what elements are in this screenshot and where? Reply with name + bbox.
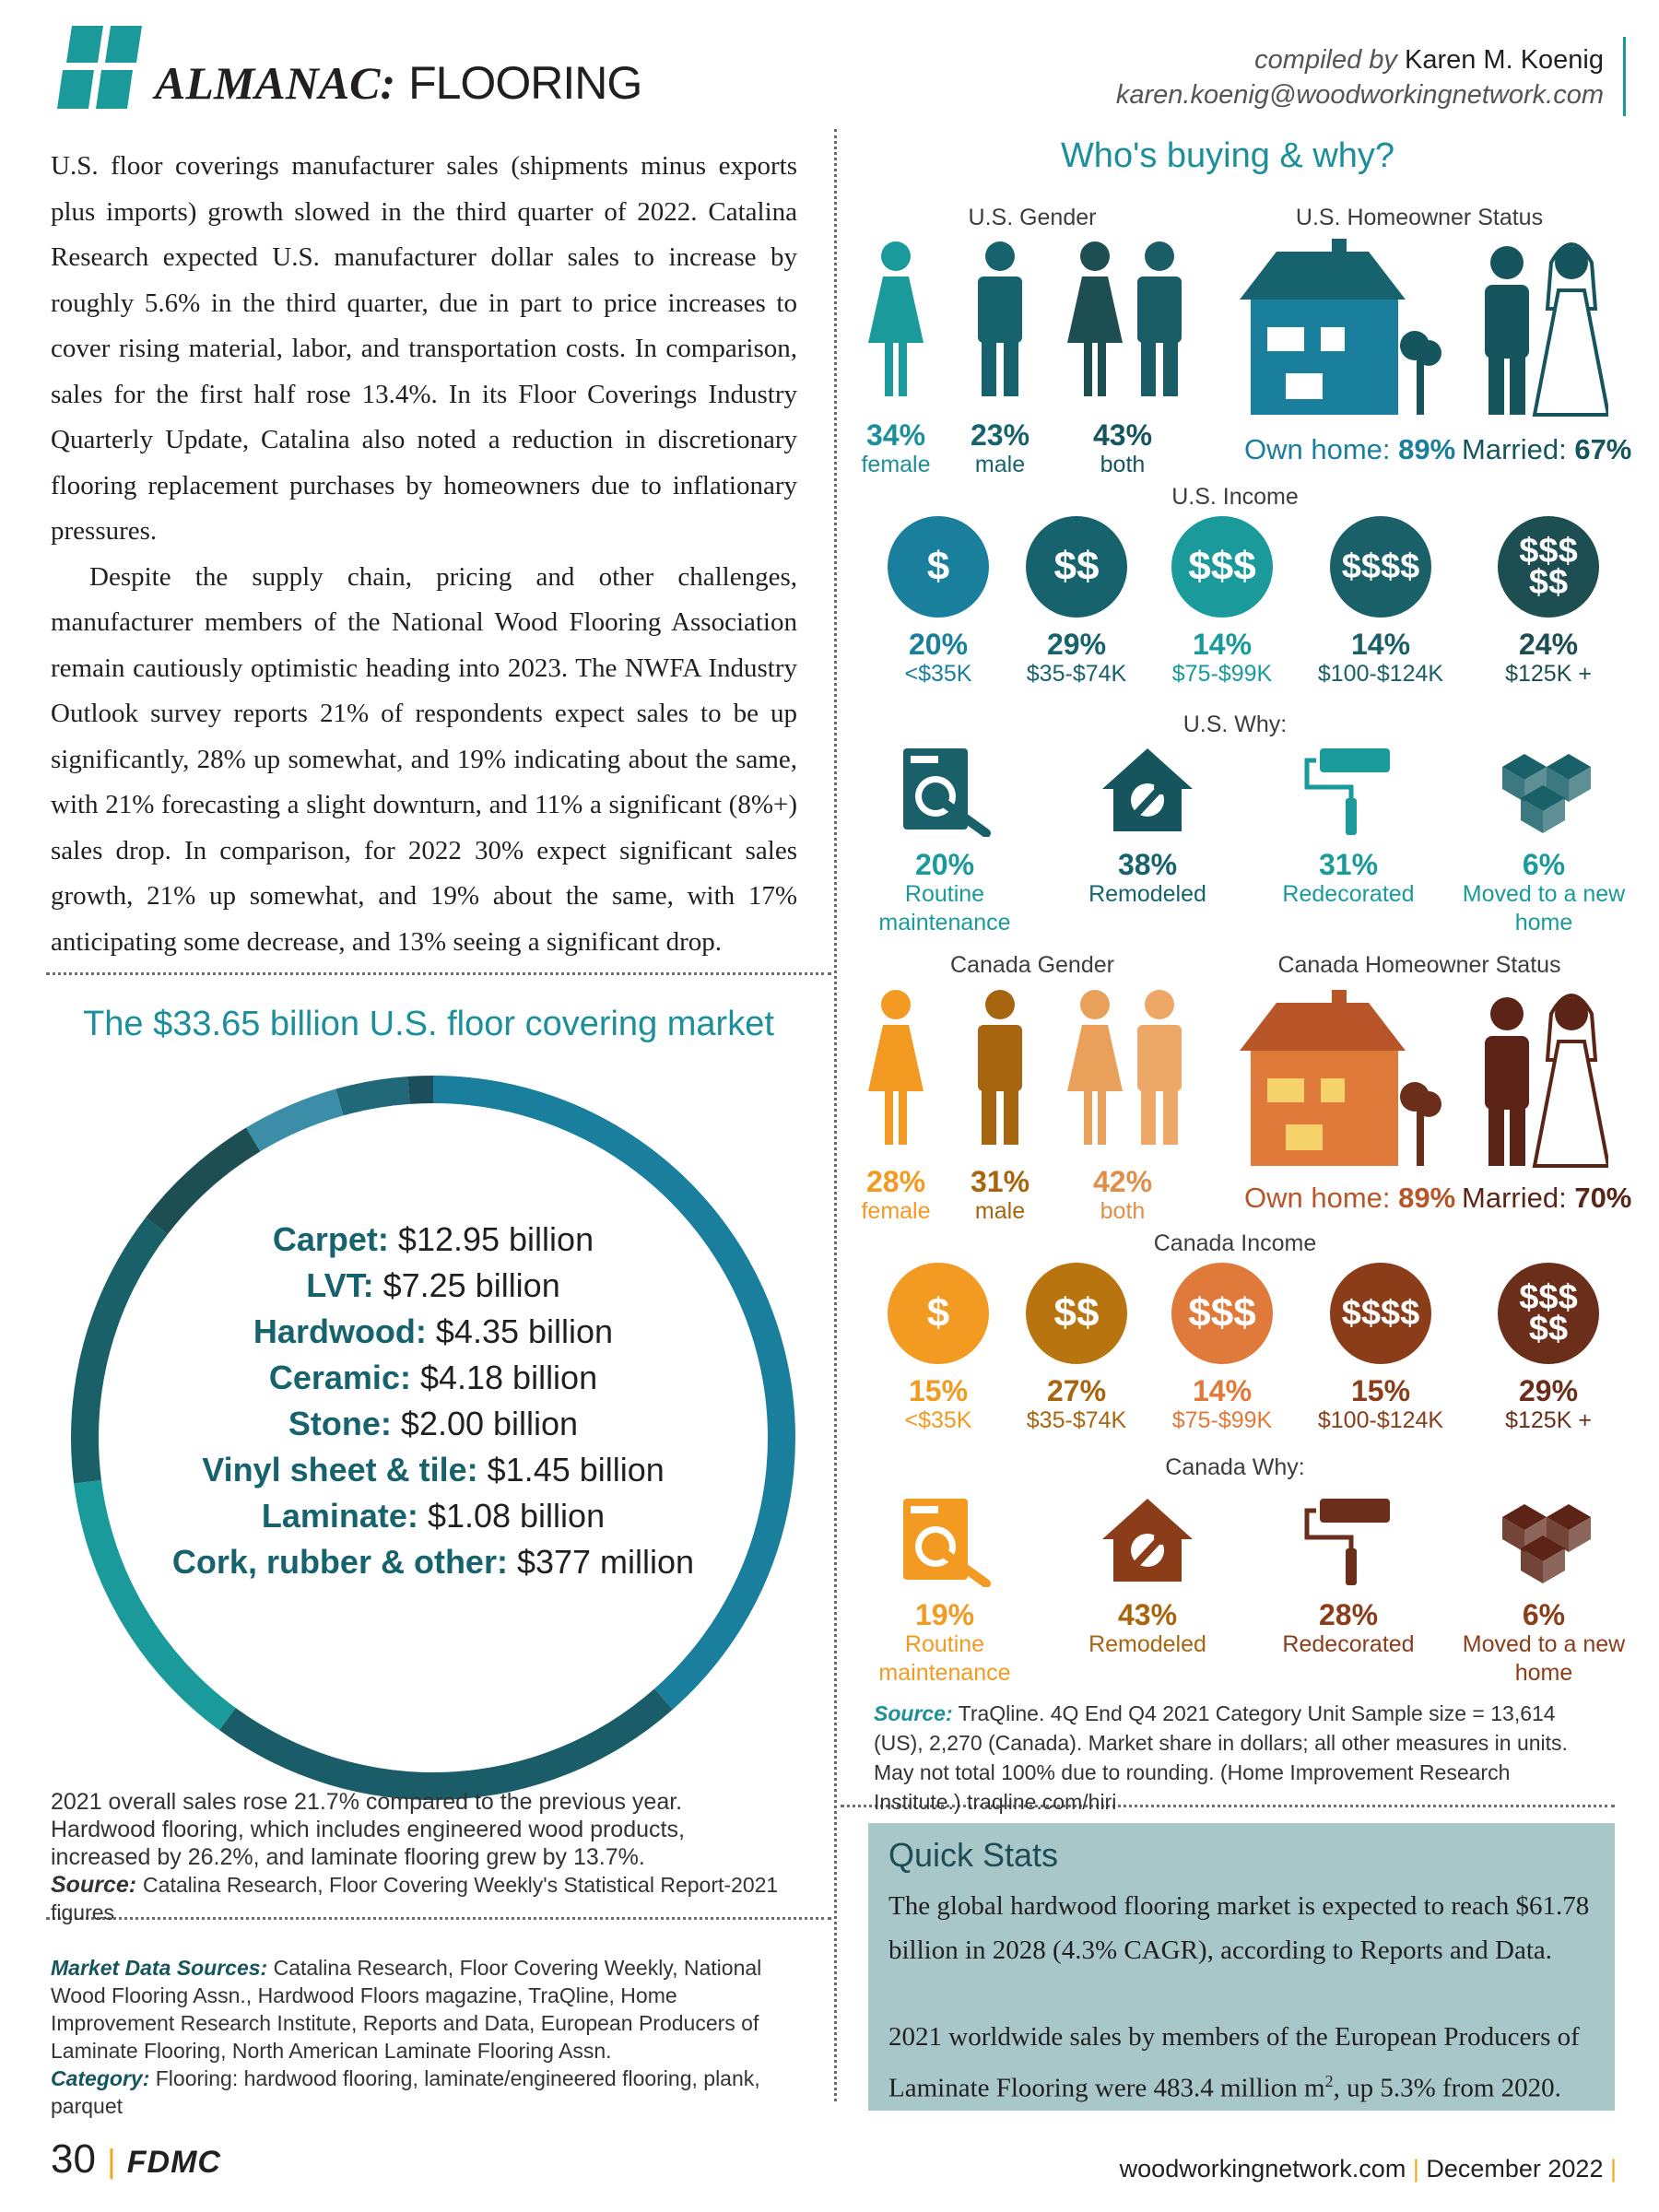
income-pct: 20%	[908, 628, 969, 661]
legend-value: $7.25 billion	[373, 1266, 560, 1304]
why-label: Redecorated	[1282, 881, 1415, 907]
why-label: Moved to a new home	[1462, 1631, 1626, 1686]
legend-label: Ceramic:	[268, 1359, 411, 1396]
legend-label: Carpet:	[272, 1220, 389, 1258]
legend-item-carpet	[129, 1217, 737, 1263]
income-pct: 24%	[1518, 628, 1579, 661]
ca-why-title: Canada Why:	[1165, 1454, 1305, 1480]
compiled-by: compiled by	[1254, 45, 1397, 75]
donut-slice-laminate	[335, 1077, 409, 1115]
why-item	[1065, 1495, 1230, 1659]
income-label: $100-$124K	[1317, 1407, 1444, 1433]
dollar-icon: $$	[1026, 516, 1127, 618]
article-paragraph-1: U.S. floor coverings manufacturer sales (shipments minus exports plus imports) growth slowed in the third quarter of 2022. Catalina Research expected U.S. manufacturer dollar sales to increase by roughly 5.6% in the third quarter, due in part to price increases to cover rising material, labor, and transportation costs. In comparison, sales for the first half rose 13.4%. In its Floor Coverings Industry Quarterly Update, Catalina also noted a reduction in discretionary flooring replacement purchases by homeowners due to inflationary pressures.	[51, 151, 797, 546]
income-label: $125K +	[1505, 1407, 1592, 1433]
legend-label: Hardwood:	[253, 1312, 427, 1350]
divider-article	[46, 972, 831, 975]
tree-icon	[1400, 331, 1441, 415]
income-item	[865, 516, 1012, 688]
legend-value: $2.00 billion	[391, 1405, 579, 1442]
ca-gender-title: Canada Gender	[950, 952, 1114, 978]
market-source-label: Source:	[51, 1872, 137, 1898]
ca-married: Married: 70%	[1462, 1182, 1632, 1214]
tree-icon	[1400, 1082, 1441, 1166]
quick-stats-title: Quick Stats	[888, 1836, 1059, 1874]
ca-gender-male-pct: 31%	[970, 1165, 1030, 1198]
us-gender-female-pct: 34%	[865, 418, 926, 452]
ca-income-title: Canada Income	[1153, 1230, 1317, 1256]
income-item	[1148, 1263, 1296, 1435]
income-pct: 29%	[1046, 628, 1107, 661]
ca-gender-stats	[857, 1166, 1207, 1240]
income-item	[1003, 1263, 1150, 1435]
house-icon	[1240, 239, 1406, 415]
ca-own-home: Own home: 89%	[1244, 1182, 1456, 1214]
dollar-icon: $$$	[1171, 1263, 1273, 1364]
ca-gender-icons	[857, 988, 1207, 1154]
income-label: $75-$99K	[1171, 1407, 1273, 1433]
income-label: $35-$74K	[1026, 661, 1127, 687]
income-item	[865, 1263, 1012, 1435]
income-pct: 15%	[908, 1374, 969, 1407]
byline	[1116, 42, 1604, 112]
income-pct: 14%	[1350, 628, 1411, 661]
dollar-icon: $	[888, 516, 989, 618]
income-label: $35-$74K	[1026, 1407, 1127, 1433]
legend-item-stone	[129, 1401, 737, 1447]
income-label: $75-$99K	[1171, 661, 1273, 687]
income-item	[1148, 516, 1296, 688]
why-label: Remodeled	[1088, 881, 1206, 907]
why-pct: 20%	[914, 848, 975, 881]
donut-slice-cork-rubber-other	[407, 1076, 433, 1104]
footer-left: 30 | FDMC	[51, 2136, 221, 2182]
topic-label: FLOORING	[408, 57, 642, 109]
who-source-label: Source:	[874, 1701, 953, 1725]
male-icon	[978, 990, 1022, 1145]
dollar-icon: $$$ $$	[1498, 1263, 1599, 1364]
us-why-row	[857, 745, 1626, 957]
market-note	[51, 1788, 788, 1926]
dollar-icon: $$$ $$	[1498, 516, 1599, 618]
who-title: Who's buying & why?	[1060, 136, 1395, 175]
legend-label: Cork, rubber & other:	[171, 1543, 508, 1581]
market-title: The $33.65 billion U.S. floor covering market	[83, 1005, 774, 1043]
article-body	[51, 144, 797, 965]
ca-gender-both-label: both	[1100, 1198, 1146, 1224]
ca-gender-female-label: female	[861, 1198, 931, 1224]
quick-stats-box	[868, 1823, 1615, 2111]
legend-item-vinyl-sheet-tile	[129, 1447, 737, 1493]
us-gender-male-label: male	[974, 452, 1026, 477]
us-home-title: U.S. Homeowner Status	[1295, 205, 1544, 230]
income-pct: 15%	[1350, 1374, 1411, 1407]
why-item	[1065, 745, 1230, 909]
header-rule	[1623, 37, 1626, 116]
us-gender-both-label: both	[1100, 452, 1146, 477]
why-item	[862, 745, 1028, 937]
legend-value: $12.95 billion	[388, 1220, 594, 1258]
why-item	[862, 1495, 1028, 1688]
us-gender-icons	[857, 240, 1207, 406]
header-logo-mark	[46, 26, 166, 118]
why-item	[1265, 1495, 1431, 1659]
why-pct: 38%	[1117, 848, 1178, 881]
legend-label: Vinyl sheet & tile:	[202, 1451, 478, 1488]
ca-gender-female-pct: 28%	[865, 1165, 926, 1198]
quick-stats-p1: The global hardwood flooring market is expected to reach $61.78 billion in 2028 (4.3% CAGR), according to Reports and Data.	[888, 1891, 1590, 1965]
house-icon	[1240, 990, 1406, 1166]
sources-label: Market Data Sources:	[51, 1956, 268, 1980]
dollar-icon: $	[888, 1263, 989, 1364]
us-gender-stats	[857, 419, 1207, 493]
market-note-text: 2021 overall sales rose 21.7% compared to the previous year. Hardwood flooring, which includes engineered wood products, increased by 26.2%, and laminate flooring grew by 13.7%.	[51, 1789, 685, 1870]
us-gender-female-label: female	[861, 452, 931, 477]
us-home-icons	[1240, 235, 1608, 419]
house-wrench-icon	[1065, 745, 1230, 841]
us-why-title: U.S. Why:	[1182, 712, 1288, 737]
why-pct: 19%	[914, 1598, 975, 1631]
ca-gender-both-pct: 42%	[1092, 1165, 1153, 1198]
income-label: $125K +	[1505, 661, 1592, 687]
female-icon	[868, 990, 924, 1145]
us-gender-male-pct: 23%	[970, 418, 1030, 452]
income-item	[1475, 1263, 1622, 1435]
ca-home-title: Canada Homeowner Status	[1277, 952, 1561, 978]
couple-icon	[1067, 241, 1182, 396]
why-label: Routine maintenance	[878, 1631, 1011, 1686]
donut-slice-vinyl-sheet-tile	[246, 1088, 343, 1151]
dollar-icon: $$	[1026, 1263, 1127, 1364]
us-gender-both-pct: 43%	[1092, 418, 1153, 452]
boxes-icon	[1461, 745, 1627, 841]
income-label: $100-$124K	[1317, 661, 1444, 687]
why-label: Remodeled	[1088, 1631, 1206, 1657]
column-divider	[834, 129, 837, 2101]
income-item	[1307, 1263, 1454, 1435]
legend-label: LVT:	[306, 1266, 374, 1304]
why-pct: 43%	[1117, 1598, 1178, 1631]
ca-gender-male-label: male	[974, 1198, 1026, 1224]
footer-site[interactable]: woodworkingnetwork.com	[1119, 2155, 1406, 2183]
page-number: 30	[51, 2136, 96, 2182]
header-title	[155, 57, 641, 109]
ca-home-icons	[1240, 986, 1608, 1171]
legend-item-cork-rubber-other	[129, 1539, 737, 1585]
washer-wrench-icon	[862, 1495, 1028, 1592]
footer-right: woodworkingnetwork.com | December 2022 |	[1119, 2155, 1617, 2183]
fdmc-logo: FDMC	[126, 2145, 221, 2180]
dollar-icon: $$$$	[1330, 1263, 1431, 1364]
market-source-text: Catalina Research, Floor Covering Weekly's Statistical Report-2021 figures	[51, 1873, 779, 1924]
almanac-label: ALMANAC:	[155, 57, 396, 109]
author-name: Karen M. Koenig	[1404, 45, 1604, 75]
couple-icon	[1067, 990, 1182, 1145]
legend-value: $377 million	[507, 1543, 695, 1581]
boxes-icon	[1461, 1495, 1627, 1592]
why-label: Routine maintenance	[878, 881, 1011, 935]
income-pct: 14%	[1192, 1374, 1253, 1407]
why-pct: 31%	[1318, 848, 1379, 881]
washer-wrench-icon	[862, 745, 1028, 841]
income-pct: 27%	[1046, 1374, 1107, 1407]
author-email[interactable]: karen.koenig@woodworkingnetwork.com	[1115, 80, 1604, 110]
hash-icon	[46, 26, 166, 118]
married-couple-icon	[1485, 244, 1608, 415]
why-item	[1265, 745, 1431, 909]
dollar-icon: $$$	[1171, 516, 1273, 618]
legend-value: $1.45 billion	[477, 1451, 665, 1488]
legend-item-laminate	[129, 1493, 737, 1539]
category-label: Category:	[51, 2066, 150, 2090]
income-label: <$35K	[904, 661, 972, 687]
us-own-home: Own home: 89%	[1244, 433, 1456, 465]
why-label: Redecorated	[1282, 1631, 1415, 1657]
ca-income-row	[857, 1263, 1613, 1447]
why-item	[1461, 1495, 1627, 1688]
legend-value: $1.08 billion	[418, 1497, 606, 1535]
legend-item-hardwood	[129, 1309, 737, 1355]
market-legend	[129, 1217, 737, 1585]
legend-item-lvt	[129, 1263, 737, 1309]
footer-date: December 2022	[1426, 2155, 1604, 2183]
us-income-title: U.S. Income	[1171, 484, 1299, 510]
why-item	[1461, 745, 1627, 937]
ca-why-row	[857, 1495, 1626, 1707]
legend-value: $4.35 billion	[426, 1312, 614, 1350]
donut-slice-lvt	[219, 1688, 673, 1800]
paint-roller-icon	[1265, 745, 1431, 841]
dollar-icon: $$$$	[1330, 516, 1431, 618]
sources-block	[51, 1954, 788, 2120]
sources-text: Catalina Research, Floor Covering Weekly, National Wood Flooring Assn., Hardwood Floors magazine, TraQline, Home Improvement Research Institute, Reports and Data, European Producers of Laminate Flooring, North American Laminate Flooring Assn.	[51, 1956, 762, 2063]
legend-label: Stone:	[288, 1405, 392, 1442]
income-item	[1475, 516, 1622, 688]
us-married: Married: 67%	[1462, 433, 1632, 465]
paint-roller-icon	[1265, 1495, 1431, 1592]
legend-label: Laminate:	[261, 1497, 418, 1535]
why-pct: 6%	[1522, 1598, 1566, 1631]
income-item	[1003, 516, 1150, 688]
married-couple-icon	[1485, 995, 1608, 1166]
income-pct: 29%	[1518, 1374, 1579, 1407]
quick-stats-text	[888, 1884, 1598, 2111]
category-text: Flooring: hardwood flooring, laminate/engineered flooring, plank, parquet	[51, 2066, 760, 2118]
us-gender-title: U.S. Gender	[968, 205, 1097, 230]
legend-value: $4.18 billion	[410, 1359, 598, 1396]
income-label: <$35K	[904, 1407, 972, 1433]
male-icon	[978, 241, 1022, 396]
income-item	[1307, 516, 1454, 688]
who-source	[874, 1699, 1593, 1817]
legend-item-ceramic	[129, 1355, 737, 1401]
who-source-text: TraQline. 4Q End Q4 2021 Category Unit Sample size = 13,614 (US), 2,270 (Canada). Market share in dollars; all other measures in units. May not total 100% due to rounding. (Home Improvement Research Institute.) traqline.com/hiri	[874, 1701, 1568, 1814]
income-pct: 14%	[1192, 628, 1253, 661]
house-wrench-icon	[1065, 1495, 1230, 1592]
why-pct: 6%	[1522, 848, 1566, 881]
quick-stats-p2: 2021 worldwide sales by members of the European Producers of Laminate Flooring were 483.4 million $m^2$, up 5.3% from 2020.	[888, 2022, 1580, 2103]
article-paragraph-2: Despite the supply chain, pricing and other challenges, manufacturer members of the National Wood Flooring Association remain cautiously optimistic heading into 2023. The NWFA Industry Outlook survey reports 21% of respondents expect sales to be up significantly, 28% up somewhat, and 19% indicating about the same, with 21% forecasting a slight downturn, and 11% a significant (8%+) sales drop. In comparison, for 2022 30% expect significant sales growth, 21% up somewhat, and 19% about the same, with 17% anticipating some decrease, and 13% seeing a significant drop.	[51, 561, 797, 957]
us-income-row	[857, 516, 1613, 700]
why-pct: 28%	[1318, 1598, 1379, 1631]
female-icon	[868, 241, 924, 396]
why-label: Moved to a new home	[1462, 881, 1626, 935]
